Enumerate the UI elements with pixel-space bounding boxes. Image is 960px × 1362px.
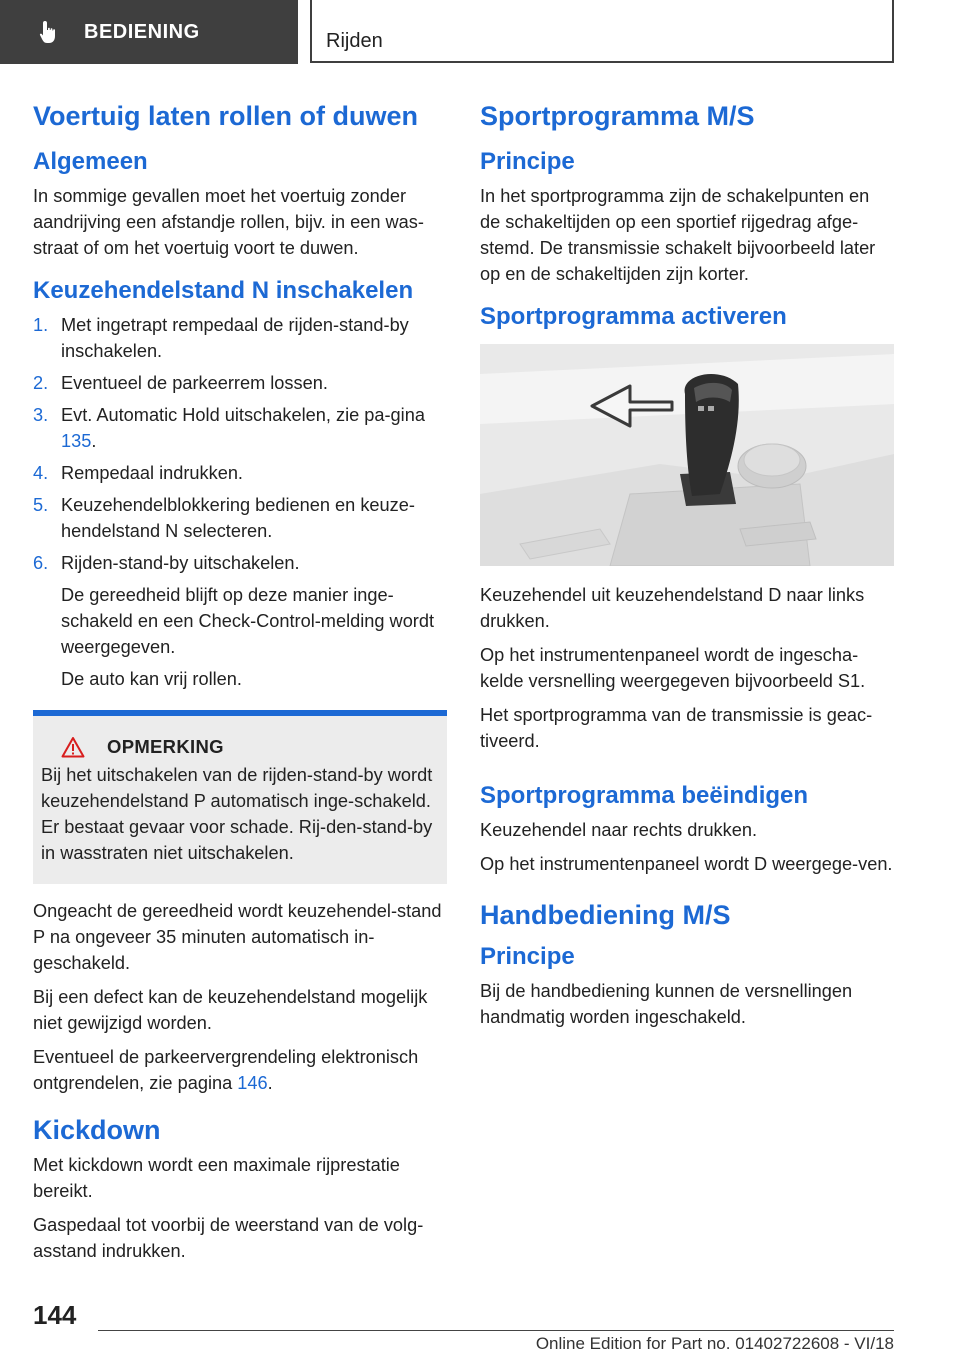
paragraph-beeindigen-1: Keuzehendel naar rechts drukken. [480, 820, 758, 841]
heading-neutral: Keuzehendelstand N inschakelen [33, 276, 414, 304]
heading-principe-2: Principe [480, 943, 575, 971]
step6-note-2: De auto kan vrij rollen. [61, 669, 242, 690]
paragraph-algemeen: In sommige gevallen moet het voertuig zonder aandrijving een afstandje rollen, bijv. in een was-straat of om het voertuig voort te duwen. [33, 185, 424, 258]
step-text: Rijden-stand-by uitschakelen. [61, 553, 300, 574]
list-item [33, 460, 447, 486]
notice-box [33, 710, 447, 884]
section-label: BEDIENING [84, 20, 200, 43]
page-link-135[interactable]: 135 [61, 431, 92, 452]
right-column [480, 100, 894, 1038]
notice-header [41, 736, 439, 758]
heading-kickdown: Kickdown [33, 1115, 161, 1146]
step-number: 5. [33, 495, 49, 516]
paragraph-activeren-1: Keuzehendel uit keuzehendelstand D naar links drukken. [480, 585, 865, 632]
heading-rollen: Voertuig laten rollen of duwen [33, 101, 419, 131]
list-item [33, 370, 447, 396]
heading-activeren: Sportprogramma activeren [480, 302, 787, 330]
step-text: Rempedaal indrukken. [61, 463, 243, 484]
gear-selector-illustration [480, 344, 894, 566]
paragraph-activeren-3: Het sportprogramma van de transmissie is geac-tiveerd. [480, 705, 873, 752]
paragraph-eventueel [33, 1044, 447, 1096]
paragraph-handbediening: Bij de handbediening kunnen de versnellingen handmatig worden ingeschakeld. [480, 981, 853, 1028]
paragraph-kickdown-2: Gaspedaal tot voorbij de weerstand van de volg-asstand indrukken. [33, 1214, 424, 1261]
step-text: Keuzehendelblokkering bedienen en keuze-hendelstand N selecteren. [61, 495, 415, 542]
page-link-146[interactable]: 146 [237, 1073, 268, 1094]
list-item [33, 402, 447, 454]
step-number: 3. [33, 405, 49, 426]
paragraph-ongeacht: Ongeacht de gereedheid wordt keuzehendel-stand P na ongeveer 35 minuten automatisch in-geschakeld. [33, 901, 442, 974]
heading-algemeen: Algemeen [33, 147, 148, 175]
list-item [33, 312, 447, 364]
chapter-label: Rijden [326, 30, 383, 52]
step-text-end: . [91, 431, 97, 452]
step-number: 1. [33, 315, 49, 336]
page-number: 144 [33, 1300, 77, 1330]
section-tab [0, 0, 298, 64]
step-number: 2. [33, 373, 49, 394]
paragraph-activeren-2: Op het instrumentenpaneel wordt de ingescha-kelde versnelling weergegeven bijvoorbeeld S1. [480, 645, 866, 692]
list-item [33, 550, 447, 576]
heading-beeindigen: Sportprogramma beëindigen [480, 782, 809, 810]
step-number: 6. [33, 553, 49, 574]
steps-list [33, 312, 447, 576]
paragraph-kickdown-1: Met kickdown wordt een maximale rijprestatie bereikt. [33, 1154, 400, 1201]
left-column [33, 100, 447, 1272]
paragraph-defect: Bij een defect kan de keuzehendelstand mogelijk niet gewijzigd worden. [33, 987, 428, 1034]
footer-edition: Online Edition for Part no. 01402722608 - VI/18 [535, 1334, 894, 1353]
paragraph-principe: In het sportprogramma zijn de schakelpunten en de schakeltijden op een sportief rijgedrag afge-stemd. De transmissie schakelt bijvoorbeeld later op en de schakeltijden zijn korter. [480, 185, 876, 284]
step-text: Eventueel de parkeerrem lossen. [61, 373, 328, 394]
step-number: 4. [33, 463, 49, 484]
paragraph-beeindigen-2: Op het instrumentenpaneel wordt D weergege-ven. [480, 854, 893, 875]
heading-principe: Principe [480, 147, 575, 175]
hand-pointer-icon [36, 19, 62, 45]
paragraph-text-end: . [267, 1073, 273, 1094]
step-text: Evt. Automatic Hold uitschakelen, zie pa-gina [61, 405, 425, 426]
notice-title: OPMERKING [107, 736, 224, 758]
step6-note-1: De gereedheid blijft op deze manier inge-schakeld en een Check-Control-melding wordt weergegeven. [61, 585, 435, 658]
notice-text: Bij het uitschakelen van de rijden-stand-by wordt keuzehendelstand P automatisch inge-schakeld. Er bestaat gevaar voor schade. Rij-den-stand-by in wasstraten niet uitschakelen. [41, 765, 433, 864]
heading-handbediening: Handbediening M/S [480, 900, 731, 931]
warning-triangle-icon [61, 736, 85, 758]
list-item [33, 492, 447, 544]
footer-divider [98, 1330, 894, 1331]
step-text: Met ingetrapt rempedaal de rijden-stand-by inschakelen. [61, 315, 409, 362]
heading-sport: Sportprogramma M/S [480, 101, 755, 131]
chapter-header [310, 0, 894, 63]
paragraph-text: Eventueel de parkeervergrendeling elektronisch ontgrendelen, zie pagina [33, 1047, 419, 1094]
